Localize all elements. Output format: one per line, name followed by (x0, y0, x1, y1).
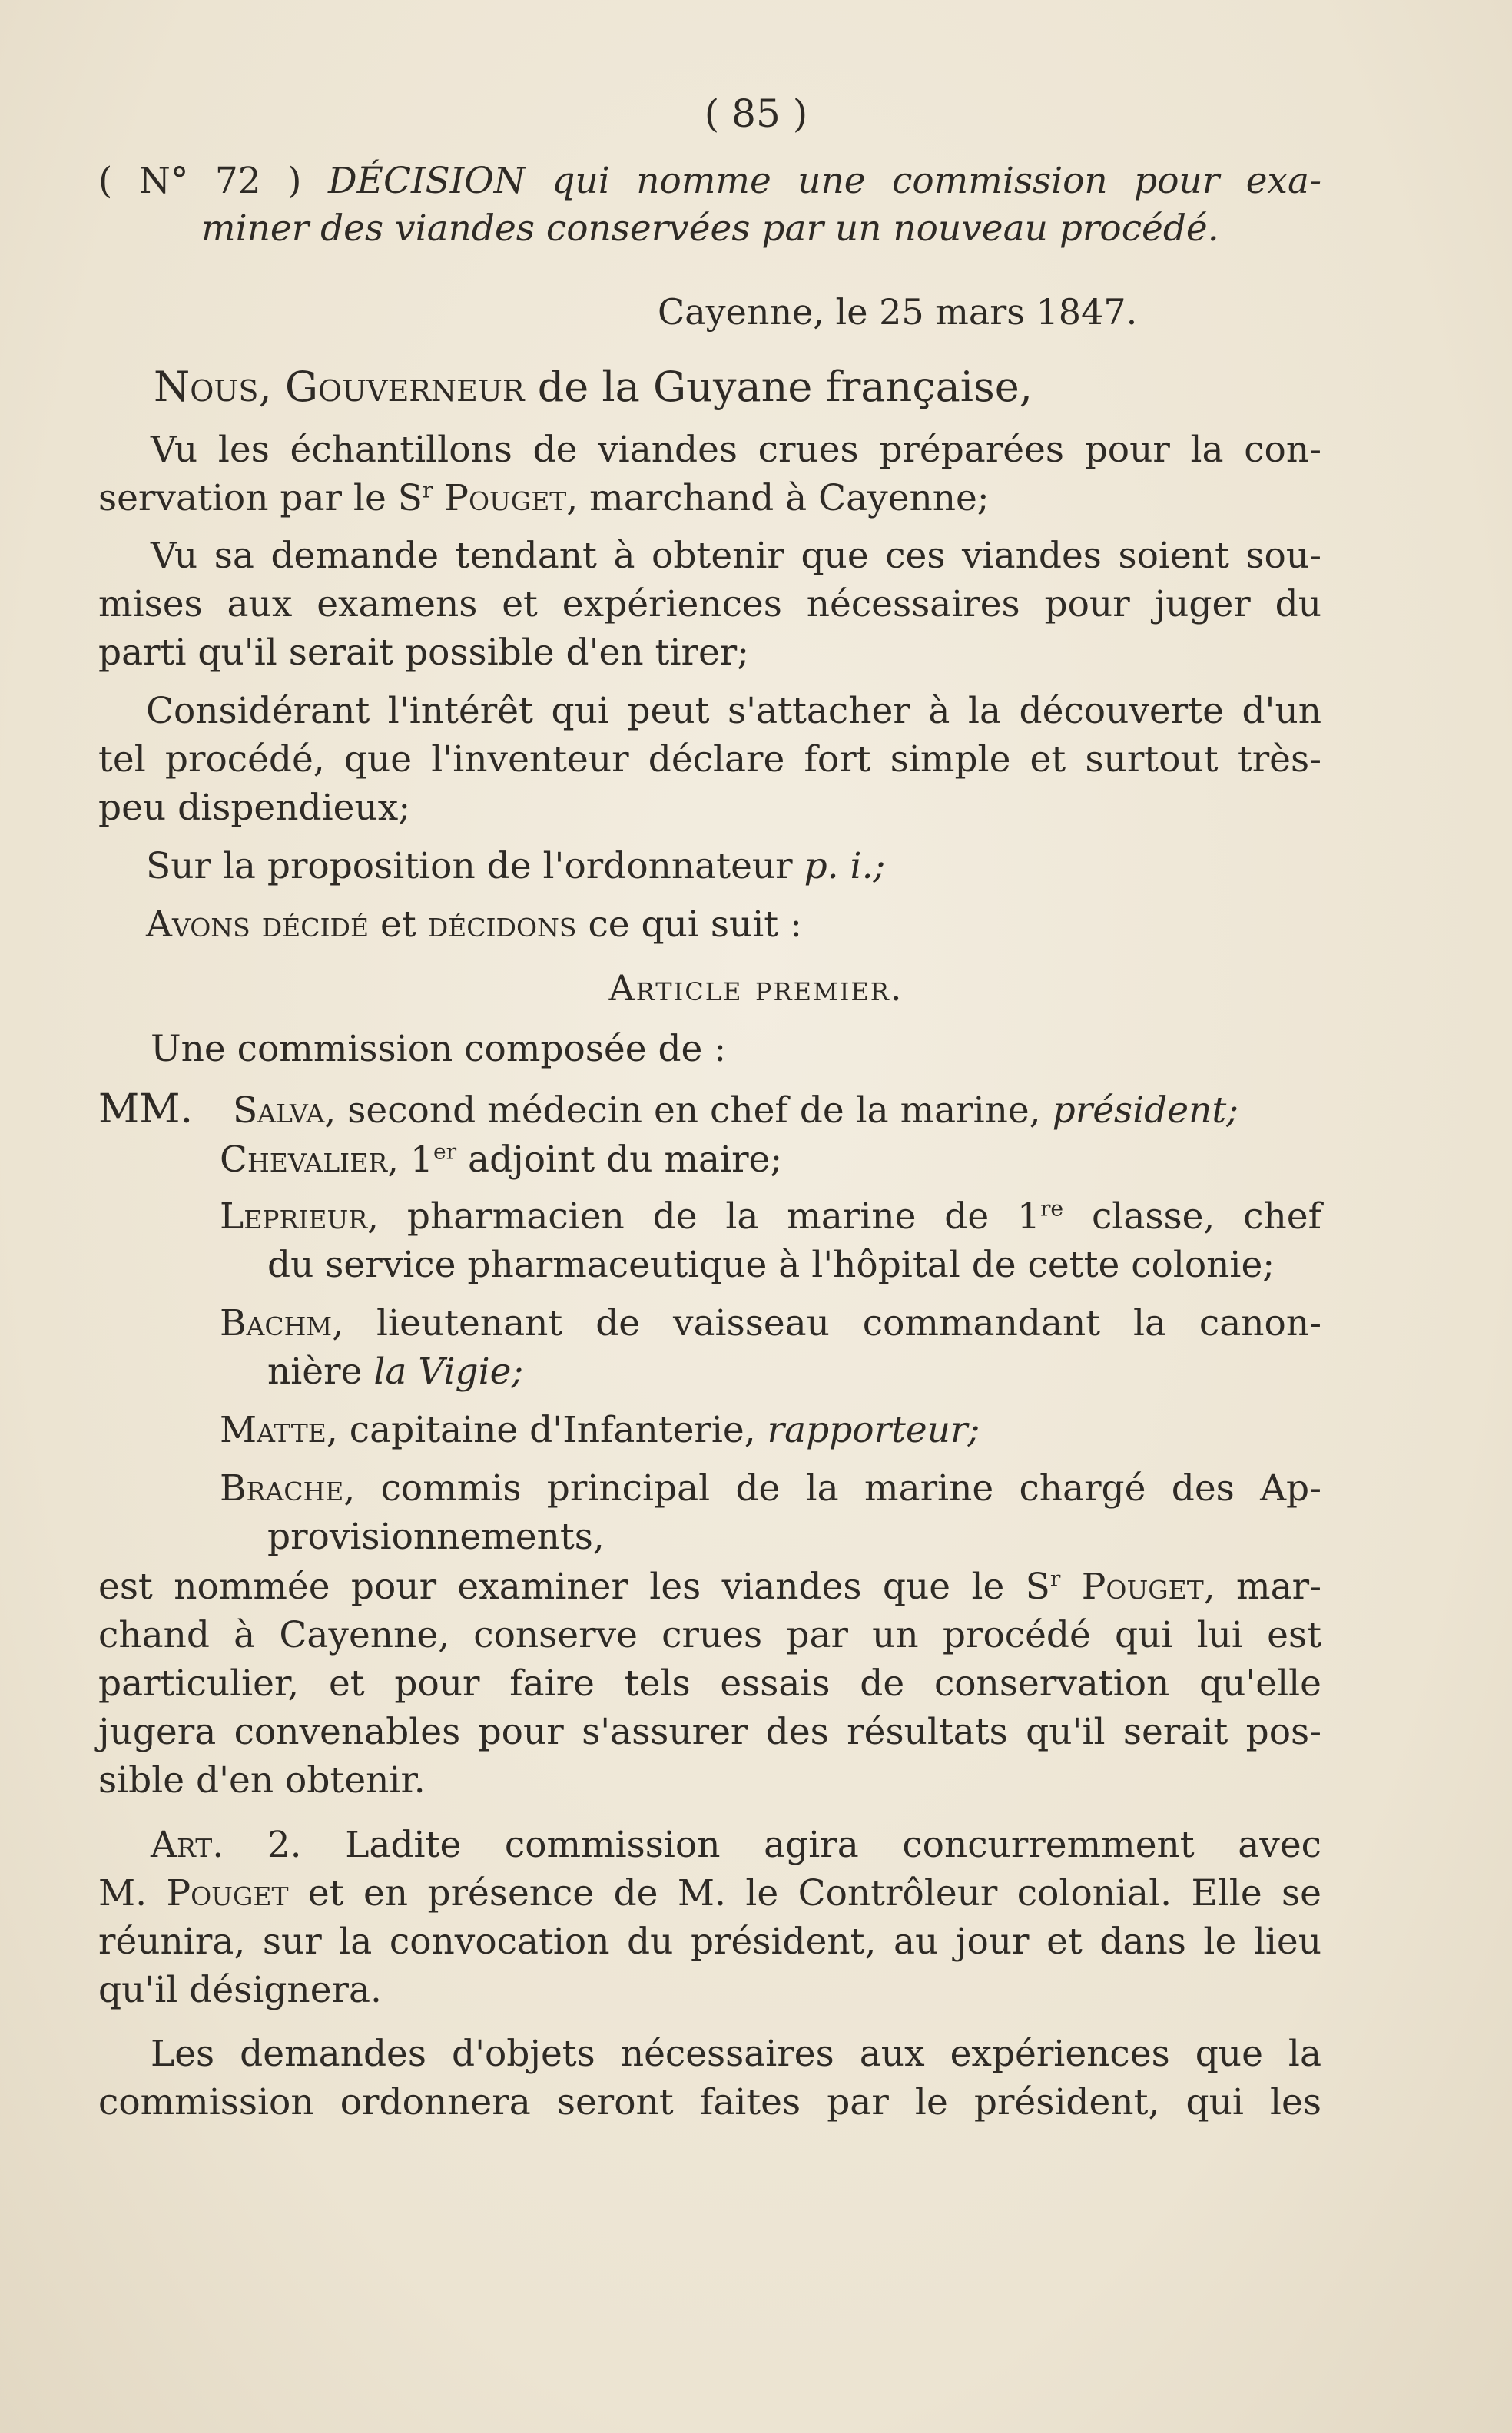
name-pouget: Pouget (444, 477, 567, 519)
decision-label: DÉCISION (327, 160, 526, 202)
member-bachm: Bachm, lieutenant de vaisseau commandant la canon- (220, 1302, 1321, 1344)
intro-line: Nous, Gouverneur de la Guyane française, (154, 363, 1033, 411)
member-matte: Matte, capitaine d'Infanterie, rapporteur; (220, 1409, 980, 1451)
decision-number: ( N° 72 ) (98, 160, 302, 202)
article-label: Art. (151, 1824, 224, 1866)
dateline: Cayenne, le 25 mars 1847. (658, 291, 1138, 333)
ship-name: la Vigie; (373, 1351, 524, 1393)
document-page: ( 85 ) ( N° 72 ) DÉCISION qui nomme une commission pour exa- miner des viandes conservées par un nouveau procédé. Cayenne, le 25 mars 1847. Nous, Gouverneur de la Guyane française, Vu les échantillons de viandes crues préparées pour la con- servation par le $S^r$ Pouget, marchand à Cayenne; Vu sa demande tendant à obtenir que ces viandes soient sou- mises aux examens et expériences nécessaires pour juger du parti qu'il serait possible d'en tirer; Considérant l'intérêt qui peut s'attacher à la découverte d'un tel procédé, que l'inventeur déclare fort simple et surtout très- peu dispendieux; Sur la proposition de l'ordonnateur p. i.; Avons décidé et décidons ce qui suit : Article premier. Une commission composée de : MM. Salva, second médecin en chef de la marine, président; Chevalier, 1er adjoint du maire; Leprieur, pharmacien de la marine de 1re classe, chef du service pharmaceutique à l'hôpital de cette colonie; Bachm, lieutenant de vaisseau commandant la canon- nière la Vigie; Matte, capitaine d'Infanterie, rapporteur; Brache, commis principal de la marine chargé des Ap- provisionnements, est nommée pour examiner les viandes que le $S^r$ Pouget, mar- chand à Cayenne, conserve crues par un procédé qui lui est particulier, et pour faire tels essais de conservation qu'elle jugera convenables pour s'assurer des résultats qu'il serait pos- sible d'en obtenir. Art. 2. Ladite commission agira concurremment avec M. Pouget et en présence de M. le Contrôleur colonial. Elle se réunira, sur la convocation du président, au jour et dans le lieu qu'il désignera. Les demandes d'objets nécessaires aux expériences que la commission ordonnera seront faites par le président, qui les (0, 0, 1512, 2433)
member-brache: Brache, commis principal de la marine chargé des Ap- (220, 1467, 1321, 1510)
page-number: ( 85 ) (704, 91, 808, 136)
member-salva: MM. Salva, second médecin en chef de la marine, président; (98, 1086, 1239, 1132)
member-chevalier: Chevalier, 1er adjoint du maire; (220, 1139, 783, 1181)
member-leprieur: Leprieur, pharmacien de la marine de 1re classe, chef (220, 1195, 1321, 1238)
article-heading: Article premier. (608, 967, 904, 1009)
